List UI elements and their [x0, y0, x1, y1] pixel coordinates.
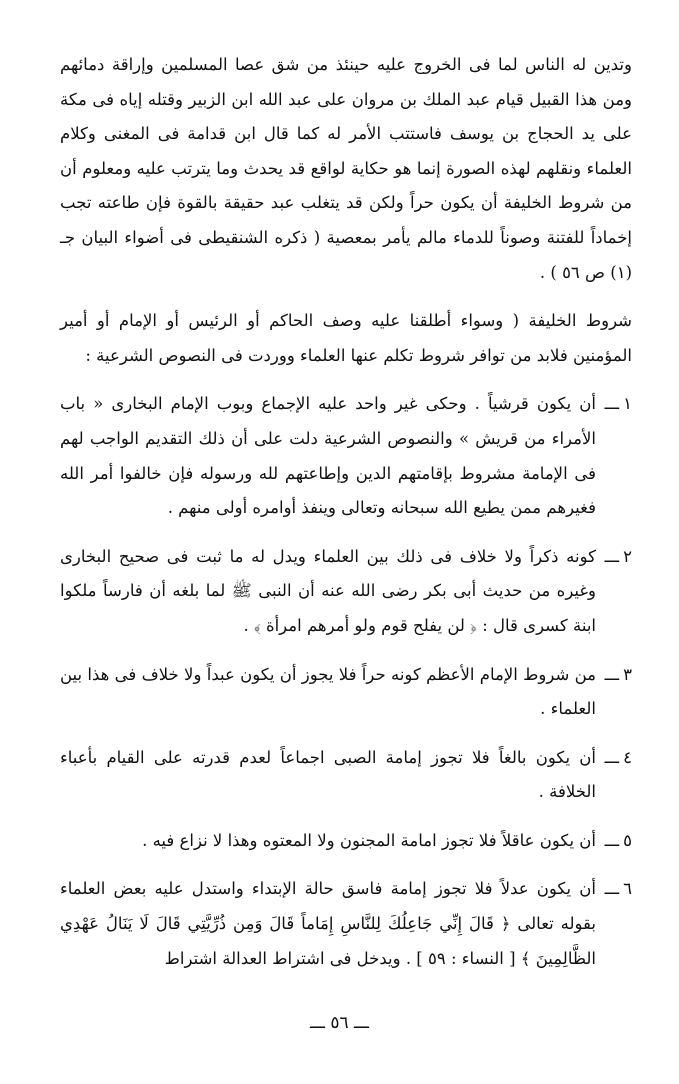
- condition-text: أن يكون عاقلاً فلا تجوز امامة المجنون ولا المعتوه وهذا لا نزاع فيه .: [142, 830, 596, 850]
- conditions-intro: شروط الخليفة ( وسواء أطلقنا عليه وصف الحاكم أو الرئيس أو الإمام أو أمير المؤمنين فلابد من توافر شروط تكلم عنها العلماء ووردت فى النصوص الشرعية :: [60, 311, 632, 365]
- condition-number: ٣: [623, 664, 632, 684]
- condition-item-1: [60, 387, 632, 525]
- page-number-value: ٥٦: [330, 1013, 349, 1033]
- condition-item-4: [60, 741, 632, 810]
- condition-text: أن يكون بالغاً فلا تجوز إمامة الصبى اجماعاً لعدم قدرته على القيام بأعباء الخلافة .: [60, 747, 596, 802]
- condition-dash: ـــ: [604, 747, 620, 767]
- condition-dash: ـــ: [604, 664, 620, 684]
- condition-item-5: [60, 824, 632, 859]
- page-number-dash-right: ـــ: [310, 1013, 325, 1033]
- condition-number: ٤: [623, 747, 632, 767]
- condition-number: ٦: [623, 879, 632, 899]
- condition-number: ١: [623, 394, 632, 414]
- condition-item-6: [60, 872, 632, 976]
- page-number: [0, 1013, 679, 1033]
- page-body: [60, 48, 632, 976]
- condition-dash: ـــ: [604, 394, 620, 414]
- condition-dash: ـــ: [604, 830, 620, 850]
- intro-paragraph: وتدين له الناس لما فى الخروج عليه حينئذ من شق عصا المسلمين وإراقة دمائهم ومن هذا القبيل قيام عبد الملك بن مروان على عبد الله ابن الزبير وقتله إياه فى مكة على يد الحجاج بن يوسف فاستتب الأمر له كما قال ابن قدامة فى المغنى وكلام العلماء ونقلهم لهذه الصورة إنما هو حكاية لواقع قد يحدث وما يترتب عليه ومعلوم أن من شروط الخليفة أن يكون حراً ولكن قد يتغلب عبد حقيقة بالقوة فإن طاعته تجب إخماداً للفتنة وصوناً للدماء مالم يأمر بمعصية ( ذكره الشنقيطى فى أضواء البيان جـ (١) ص ٥٦ ) .: [60, 55, 632, 282]
- page-number-dash-left: ـــ: [354, 1013, 369, 1033]
- condition-number: ٢: [623, 546, 632, 566]
- condition-number: ٥: [623, 830, 632, 850]
- condition-dash: ـــ: [604, 879, 620, 899]
- condition-text: أن يكون قرشياً . وحكى غير واحد عليه الإجماع وبوب الإمام البخارى « باب الأمراء من قريش » والنصوص الشرعية دلت على أن ذلك التقديم الواجب لهم فى الإمامة مشروط بإقامتهم الدين وإطاعتهم لله ورسوله فإن خالفوا أمر الله فغيرهم ممن يطيع الله سبحانه وتعالى وينفذ أوامره أولى منهم .: [60, 394, 596, 518]
- condition-text: أن يكون عدلاً فلا تجوز إمامة فاسق حالة الإبتداء واستدل عليه بعض العلماء بقوله تعالى ﴿ قَالَ إِنِّي جَاعِلُكَ لِلنَّاسِ إِمَاماً قَالَ وَمِن ذُرِّيَّتِي قَالَ لَا يَنَالُ عَهْدِي الظَّالِمِينَ ﴾ [ النساء : ٥٩ ] . ويدخل فى اشتراط العدالة اشتراط: [60, 879, 596, 968]
- condition-item-3: [60, 658, 632, 727]
- condition-text: كونه ذكراً ولا خلاف فى ذلك بين العلماء ويدل له ما ثبت فى صحيح البخارى وغيره من حديث أبى بكر رضى الله عنه أن النبى ﷺ لما بلغه أن فارساً ملكوا ابنة كسرى قال : ﴿ لن يفلح قوم ولو أمرهم امرأة ﴾ .: [60, 546, 596, 635]
- condition-dash: ـــ: [604, 546, 620, 566]
- condition-item-2: [60, 540, 632, 644]
- condition-text: من شروط الإمام الأعظم كونه حراً فلا يجوز أن يكون عبداً ولا خلاف فى هذا بين العلماء .: [60, 664, 596, 719]
